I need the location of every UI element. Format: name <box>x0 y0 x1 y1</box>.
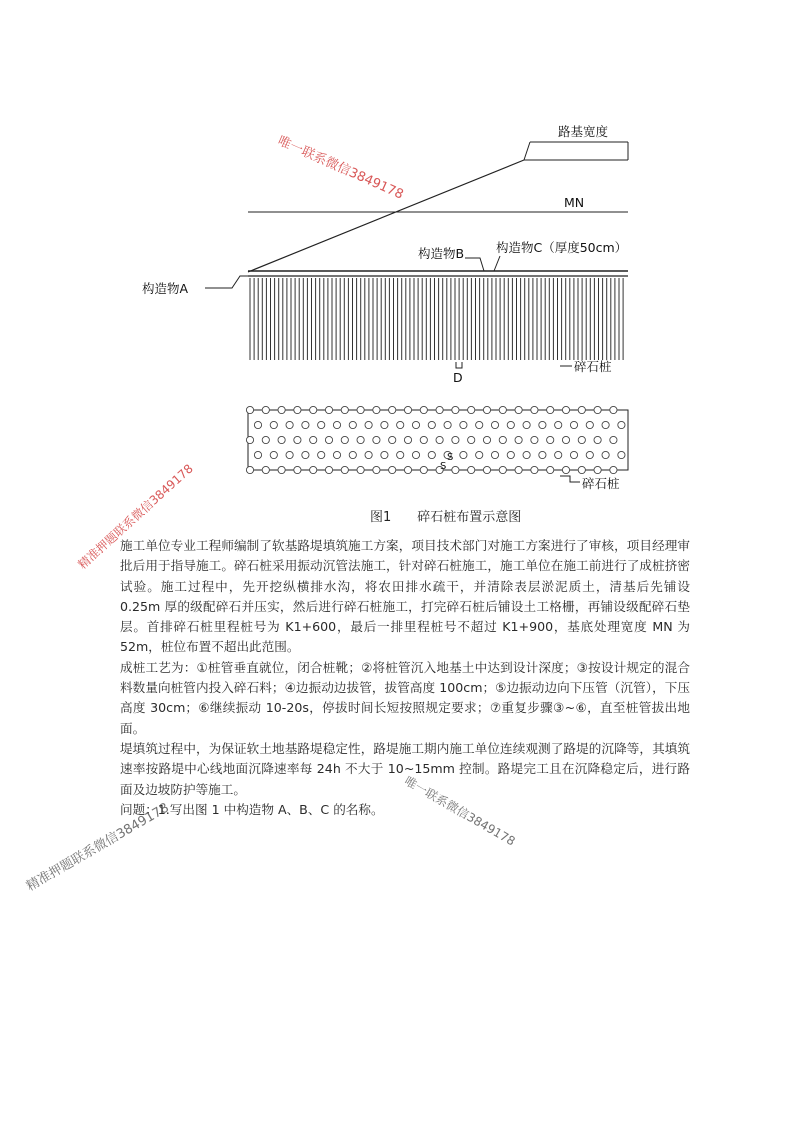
gravel-pile-label-section: 碎石桩 <box>574 359 612 374</box>
gravel-pile-circle <box>460 421 467 428</box>
gravel-pile-circle <box>397 451 404 458</box>
paragraph-question: 问题：1.写出图 1 中构造物 A、B、C 的名称。 <box>120 801 384 817</box>
d-label: D <box>453 370 463 385</box>
spacing-label-s1: S <box>447 452 454 463</box>
structure-c-leader <box>494 256 500 271</box>
gravel-pile-circle <box>294 436 301 443</box>
gravel-pile-circle <box>444 421 451 428</box>
gravel-pile-circle <box>397 421 404 428</box>
gravel-pile-circle <box>389 436 396 443</box>
gravel-pile-circle <box>294 406 301 413</box>
gravel-pile-leader-2 <box>560 476 580 482</box>
watermark: 精准押题联系微信3849178 <box>24 800 172 895</box>
gravel-pile-circle <box>594 406 601 413</box>
gravel-pile-circle <box>602 451 609 458</box>
gravel-pile-circle <box>436 406 443 413</box>
gravel-pile-circle <box>515 436 522 443</box>
gravel-pile-circle <box>318 451 325 458</box>
gravel-pile-circle <box>452 466 459 473</box>
gravel-pile-circle <box>310 466 317 473</box>
gravel-pile-circle <box>286 451 293 458</box>
gravel-pile-layout-diagram <box>0 0 800 530</box>
gravel-pile-circle <box>468 436 475 443</box>
gravel-pile-circle <box>483 406 490 413</box>
gravel-pile-circle <box>373 466 380 473</box>
gravel-pile-circle <box>460 451 467 458</box>
paragraph-intro: 施工单位专业工程师编制了软基路堤填筑施工方案，项目技术部门对施工方案进行了审核，项目经理审批后用于指导施工。碎石桩采用振动沉管法施工，针对碎石桩施工，施工单位在施工前进行了成桩挤密试验。施工过程中，先开挖纵横排水沟，将农田排水疏干，并清除表层淤泥质土，清基后先铺设 0.25m 厚的级配碎石并压实，然后进行碎石桩施工，打完碎石桩后铺设土工格栅，再铺设级配碎石垫层。首排碎石桩里程桩号为 K1+600，最后一排里程桩号不超过 K1+900，基底处理宽度 MN 为 52m，桩位布置不超出此范围。 <box>120 538 690 655</box>
gravel-pile-circle <box>262 406 269 413</box>
gravel-pile-circle <box>523 421 530 428</box>
gravel-piles-section <box>250 278 623 360</box>
gravel-pile-circle <box>531 406 538 413</box>
gravel-pile-circle <box>547 436 554 443</box>
gravel-pile-circle <box>507 421 514 428</box>
gravel-pile-circle <box>586 451 593 458</box>
structure-b-label: 构造物B <box>418 246 465 261</box>
gravel-pile-circle <box>618 451 625 458</box>
gravel-pile-circle <box>578 466 585 473</box>
gravel-pile-circle <box>357 436 364 443</box>
gravel-pile-circle <box>491 451 498 458</box>
gravel-pile-circle <box>246 466 253 473</box>
gravel-pile-circle <box>278 406 285 413</box>
structure-b-leader <box>465 258 484 271</box>
gravel-pile-label-plan: 碎石桩 <box>582 476 620 491</box>
gravel-pile-circle <box>555 451 562 458</box>
gravel-pile-circle <box>468 466 475 473</box>
gravel-pile-circle <box>420 406 427 413</box>
gravel-pile-circle <box>325 406 332 413</box>
gravel-pile-circle <box>270 421 277 428</box>
gravel-pile-circle <box>555 421 562 428</box>
gravel-pile-circle <box>412 421 419 428</box>
gravel-pile-circle <box>602 421 609 428</box>
gravel-pile-circle <box>507 451 514 458</box>
structure-c-label: 构造物C（厚度50cm） <box>496 240 628 255</box>
gravel-pile-circle <box>262 466 269 473</box>
paragraph-filling: 堤填筑过程中，为保证软土地基路堤稳定性，路堤施工期内施工单位连续观测了路堤的沉降等，其填筑速率按路堤中心线地面沉降速率每 24h 不大于 10~15mm 控制。路堤完工且在沉降稳定后，进行路面及边坡防护等施工。 <box>120 740 690 797</box>
gravel-pile-circle <box>531 466 538 473</box>
paragraph-process: 成桩工艺为：①桩管垂直就位，闭合桩靴；②将桩管沉入地基土中达到设计深度；③按设计规定的混合料数量向桩管内投入碎石料；④边振动边拔管，拔管高度 100cm；⑤边振动边向下压管（沉管），下压高度 30cm；⑥继续振动 10-20s，停拔时间长短按照规定要求；⑦重复步骤③~⑥，直至桩管拔出地面。 <box>120 659 690 736</box>
gravel-pile-circle <box>412 451 419 458</box>
gravel-pile-circle <box>381 451 388 458</box>
gravel-pile-circle <box>499 406 506 413</box>
gravel-pile-circle <box>341 406 348 413</box>
gravel-pile-circle <box>562 436 569 443</box>
gravel-pile-circle <box>610 436 617 443</box>
gravel-pile-circle <box>570 421 577 428</box>
gravel-pile-circle <box>262 436 269 443</box>
gravel-pile-circle <box>539 421 546 428</box>
gravel-pile-circle <box>483 436 490 443</box>
gravel-pile-circle <box>318 421 325 428</box>
gravel-pile-circle <box>578 436 585 443</box>
gravel-pile-circle <box>404 436 411 443</box>
gravel-piles-plan <box>246 406 625 473</box>
gravel-pile-circle <box>333 421 340 428</box>
gravel-pile-circle <box>278 436 285 443</box>
structure-a-label: 构造物A <box>142 281 189 296</box>
gravel-pile-circle <box>325 466 332 473</box>
gravel-pile-circle <box>381 421 388 428</box>
gravel-pile-circle <box>404 406 411 413</box>
gravel-pile-circle <box>618 421 625 428</box>
gravel-pile-circle <box>499 436 506 443</box>
watermark: 精准押题联系微信3849178 <box>75 461 196 572</box>
gravel-pile-circle <box>523 451 530 458</box>
roadbed-width-label: 路基宽度 <box>558 124 609 139</box>
gravel-pile-circle <box>499 466 506 473</box>
gravel-pile-circle <box>349 421 356 428</box>
gravel-pile-circle <box>428 451 435 458</box>
gravel-pile-circle <box>270 451 277 458</box>
gravel-pile-circle <box>483 466 490 473</box>
watermark: 唯一联系微信3849178 <box>402 773 518 849</box>
gravel-pile-circle <box>586 421 593 428</box>
spacing-label-s2: S <box>440 461 447 472</box>
gravel-pile-circle <box>310 436 317 443</box>
mn-label: MN <box>564 195 585 210</box>
gravel-pile-circle <box>365 451 372 458</box>
gravel-pile-circle <box>325 436 332 443</box>
gravel-pile-circle <box>357 406 364 413</box>
gravel-pile-circle <box>562 406 569 413</box>
structure-a-leader <box>205 276 248 288</box>
gravel-pile-circle <box>515 406 522 413</box>
gravel-pile-circle <box>333 451 340 458</box>
roadbed-width-leader <box>524 142 530 160</box>
gravel-pile-circle <box>302 421 309 428</box>
gravel-pile-circle <box>570 451 577 458</box>
gravel-pile-circle <box>547 466 554 473</box>
gravel-pile-circle <box>341 466 348 473</box>
gravel-pile-circle <box>389 466 396 473</box>
gravel-pile-circle <box>373 406 380 413</box>
gravel-pile-circle <box>539 451 546 458</box>
gravel-pile-circle <box>428 421 435 428</box>
gravel-pile-circle <box>373 436 380 443</box>
gravel-pile-circle <box>420 436 427 443</box>
gravel-pile-circle <box>420 466 427 473</box>
gravel-pile-circle <box>294 466 301 473</box>
gravel-pile-circle <box>436 436 443 443</box>
gravel-pile-circle <box>246 406 253 413</box>
gravel-pile-circle <box>389 406 396 413</box>
gravel-pile-circle <box>531 436 538 443</box>
gravel-pile-circle <box>341 436 348 443</box>
gravel-pile-circle <box>515 466 522 473</box>
gravel-pile-circle <box>349 451 356 458</box>
figure-caption: 图1 碎石桩布置示意图 <box>370 510 522 525</box>
gravel-pile-circle <box>310 406 317 413</box>
gravel-pile-circle <box>476 421 483 428</box>
gravel-pile-circle <box>491 421 498 428</box>
d-marker <box>456 362 462 368</box>
gravel-pile-circle <box>547 406 554 413</box>
gravel-pile-circle <box>578 406 585 413</box>
gravel-pile-circle <box>594 466 601 473</box>
gravel-pile-circle <box>610 406 617 413</box>
question-text <box>120 536 690 820</box>
gravel-pile-circle <box>452 436 459 443</box>
gravel-pile-circle <box>610 466 617 473</box>
gravel-pile-circle <box>476 451 483 458</box>
gravel-pile-circle <box>594 436 601 443</box>
gravel-pile-circle <box>278 466 285 473</box>
gravel-pile-circle <box>254 421 261 428</box>
gravel-pile-circle <box>365 421 372 428</box>
gravel-pile-circle <box>468 406 475 413</box>
gravel-pile-circle <box>286 421 293 428</box>
watermark: 唯一联系微信3849178 <box>275 133 406 203</box>
gravel-pile-circle <box>246 436 253 443</box>
gravel-pile-circle <box>404 466 411 473</box>
gravel-pile-circle <box>562 466 569 473</box>
gravel-pile-circle <box>302 451 309 458</box>
gravel-pile-circle <box>452 406 459 413</box>
gravel-pile-circle <box>357 466 364 473</box>
gravel-pile-circle <box>254 451 261 458</box>
